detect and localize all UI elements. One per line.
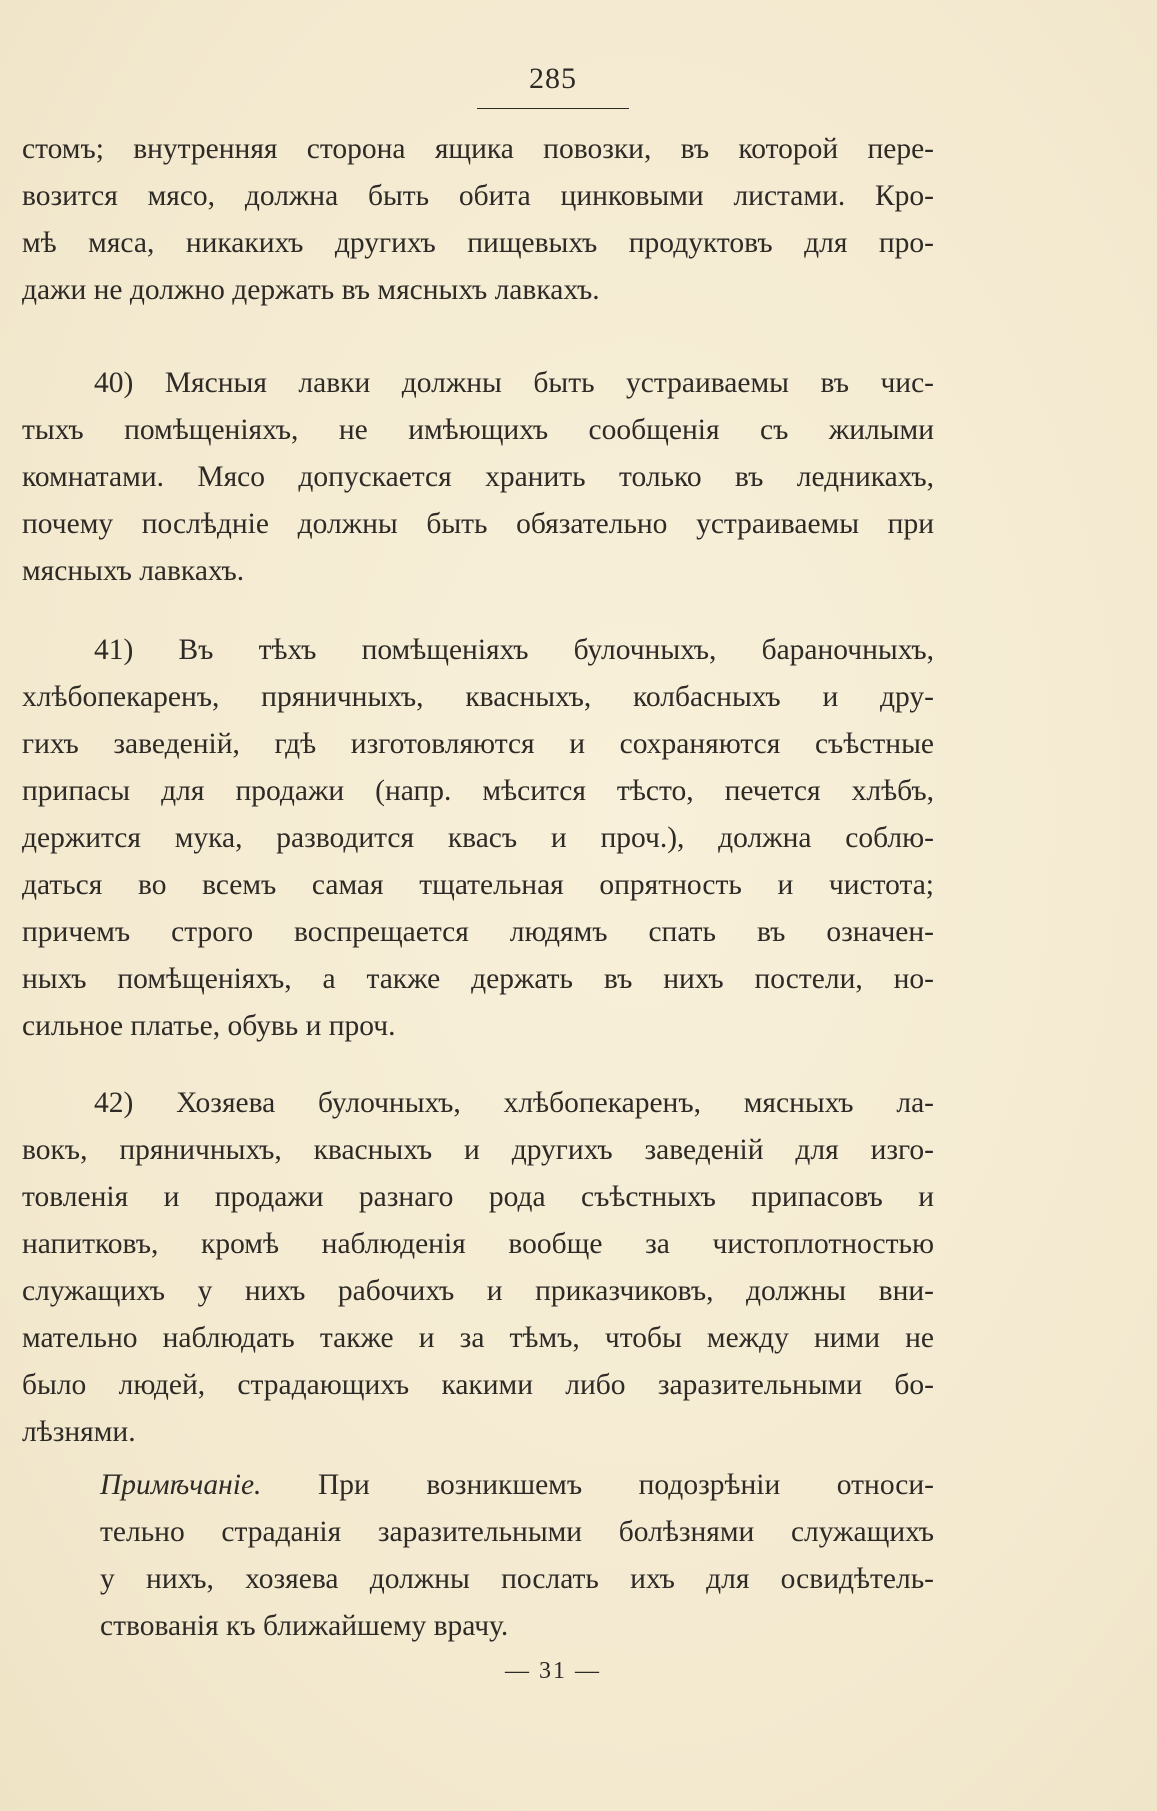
text-line: держится мука, разводится квасъ и проч.), должна соблю- (22, 822, 934, 854)
paragraph-item-41 (22, 627, 934, 1050)
text-line: тельно страданія заразительными болѣзнями служащихъ (100, 1516, 934, 1548)
text-line: причемъ строго воспрещается людямъ спать въ означен- (22, 916, 934, 948)
text-line: служащихъ у нихъ рабочихъ и приказчиковъ, должны вни- (22, 1275, 934, 1307)
header-rule (477, 108, 629, 109)
text-line: стомъ; внутренняя сторона ящика повозки, въ которой пере- (22, 133, 934, 165)
note-block (100, 1462, 934, 1650)
text-line: ныхъ помѣщеніяхъ, а также держать въ нихъ постели, но- (22, 963, 934, 995)
text-line: было людей, страдающихъ какими либо заразительными бо- (22, 1369, 934, 1401)
text-line: напитковъ, кромѣ наблюденія вообще за чистоплотностью (22, 1228, 934, 1260)
text-line: хлѣбопекаренъ, пряничныхъ, квасныхъ, колбасныхъ и дру- (22, 681, 934, 713)
text-line: мясныхъ лавкахъ. (22, 555, 245, 587)
note-first-line (100, 1462, 934, 1509)
note-heading: Примѣчаніе. (100, 1469, 262, 1501)
text-line: товленія и продажи разнаго рода съѣстныхъ припасовъ и (22, 1181, 934, 1213)
text-line: возится мясо, должна быть обита цинковыми листами. Кро- (22, 180, 934, 212)
text-line: вокъ, пряничныхъ, квасныхъ и другихъ заведеній для изго- (22, 1134, 934, 1166)
text-line: мательно наблюдать также и за тѣмъ, чтобы между ними не (22, 1322, 934, 1354)
text-line: комнатами. Мясо допускается хранить только въ ледникахъ, (22, 461, 934, 493)
text-line: 41) Въ тѣхъ помѣщеніяхъ булочныхъ, бараночныхъ, (94, 634, 934, 666)
page-number: 285 (529, 62, 577, 95)
text-line: у нихъ, хозяева должны послать ихъ для освидѣтель- (100, 1563, 934, 1595)
page-footer: — 31 — (505, 1658, 601, 1684)
paragraph-continuation (22, 126, 934, 314)
text-line: даться во всемъ самая тщательная опрятность и чистота; (22, 869, 934, 901)
text-line: сильное платье, обувь и проч. (22, 1010, 396, 1042)
text-line: припасы для продажи (напр. мѣсится тѣсто, печется хлѣбъ, (22, 775, 934, 807)
text-line: ствованія къ ближайшему врачу. (100, 1610, 509, 1642)
text-line: 40) Мясныя лавки должны быть устраиваемы въ чис- (94, 367, 934, 399)
text-line: 42) Хозяева булочныхъ, хлѣбопекаренъ, мясныхъ ла- (94, 1087, 934, 1119)
note-first-line-text: При возникшемъ подозрѣніи относи- (317, 1469, 935, 1501)
text-line: тыхъ помѣщеніяхъ, не имѣющихъ сообщенія съ жилыми (22, 414, 934, 446)
text-line: дажи не должно держать въ мясныхъ лавкахъ. (22, 274, 600, 306)
text-line: лѣзнями. (22, 1416, 136, 1448)
paragraph-item-42 (22, 1080, 934, 1456)
text-line: мѣ мяса, никакихъ другихъ пищевыхъ продуктовъ для про- (22, 227, 934, 259)
text-line: гихъ заведеній, гдѣ изготовляются и сохраняются съѣстные (22, 728, 934, 760)
paragraph-item-40 (22, 360, 934, 595)
text-line: почему послѣдніе должны быть обязательно устраиваемы при (22, 508, 934, 540)
